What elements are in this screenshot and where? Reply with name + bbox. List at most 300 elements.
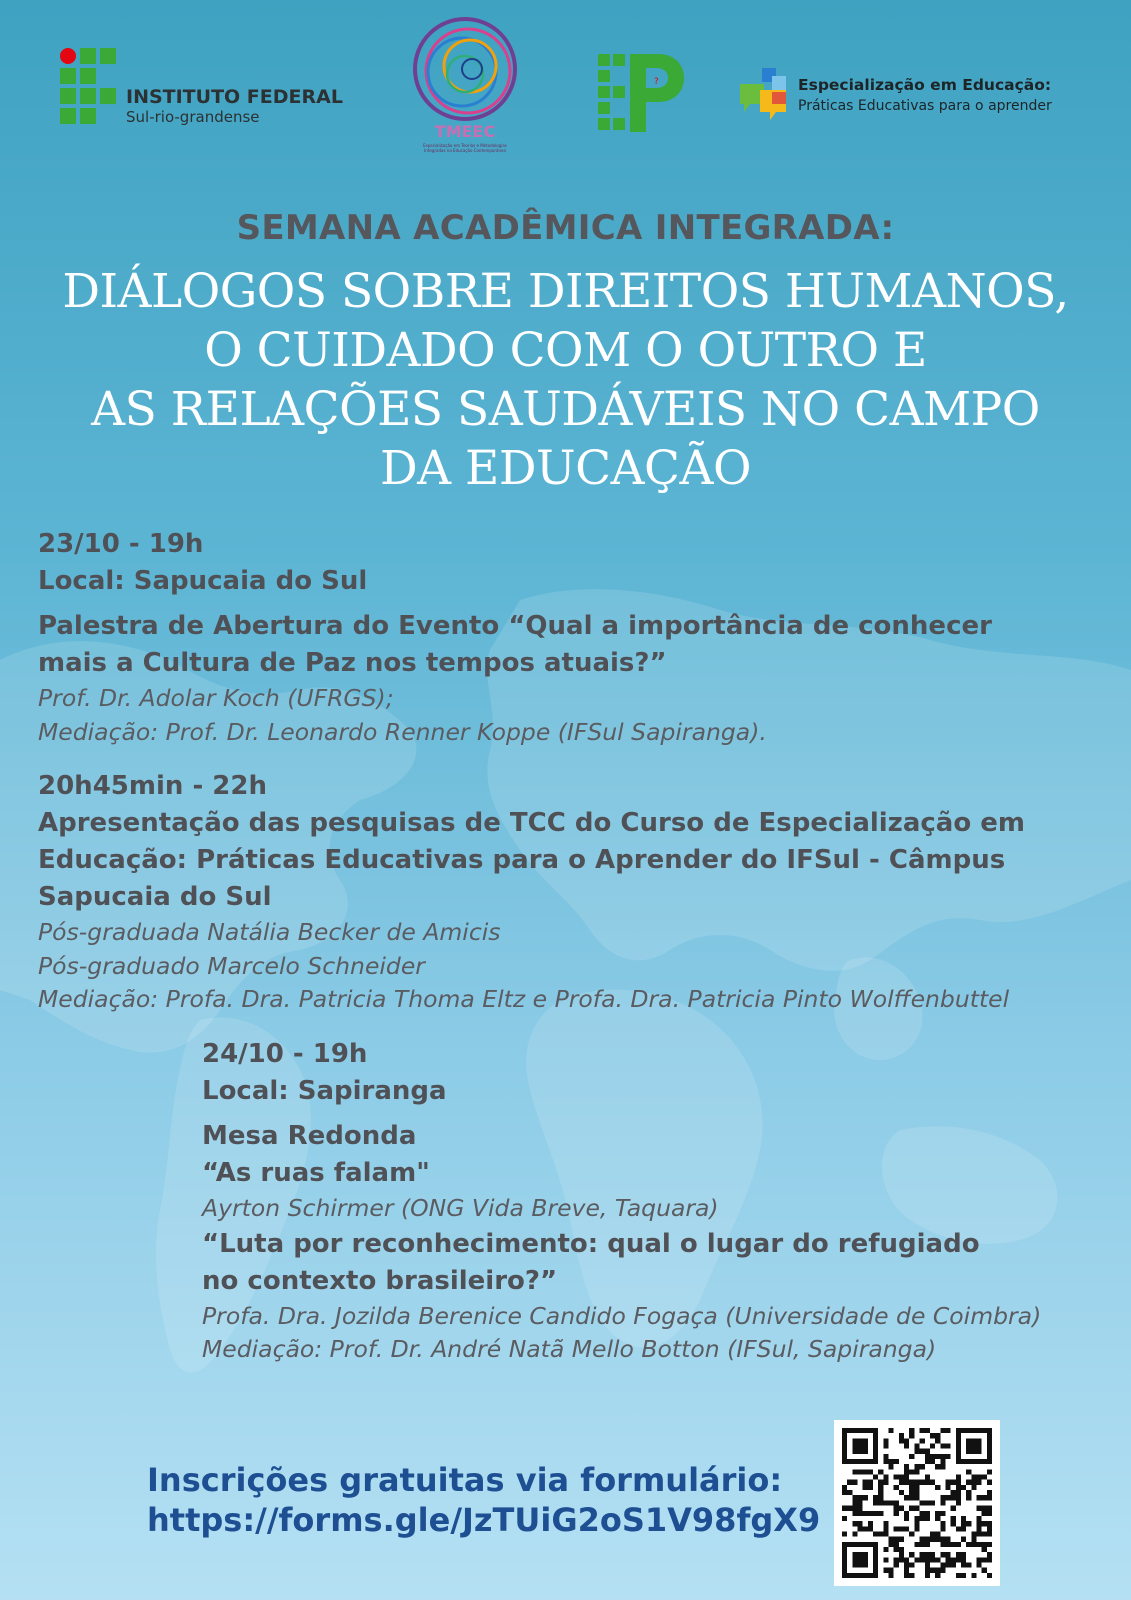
qr-module <box>935 1573 940 1578</box>
qr-module <box>951 1521 956 1526</box>
qr-module <box>935 1454 940 1459</box>
qr-module <box>961 1573 966 1578</box>
qr-module <box>976 1521 981 1526</box>
qr-module <box>904 1511 909 1516</box>
qr-module <box>940 1526 945 1531</box>
qr-module <box>976 1444 981 1449</box>
qr-module <box>925 1573 930 1578</box>
qr-module <box>873 1495 878 1500</box>
qr-module <box>956 1475 961 1480</box>
qr-module <box>961 1557 966 1562</box>
qr-module <box>873 1562 878 1567</box>
qr-module <box>925 1459 930 1464</box>
qr-module <box>852 1573 857 1578</box>
day2-block <box>202 1036 1041 1367</box>
day1b-datetime: 20h45min - 22h <box>38 771 267 801</box>
qr-module <box>842 1531 847 1536</box>
qr-module <box>925 1542 930 1547</box>
qr-module <box>987 1459 992 1464</box>
qr-module <box>883 1557 888 1562</box>
qr-module <box>899 1506 904 1511</box>
qr-module <box>966 1459 971 1464</box>
qr-module <box>982 1547 987 1552</box>
qr-module <box>863 1428 868 1433</box>
qr-module <box>914 1516 919 1521</box>
qr-module <box>940 1537 945 1542</box>
qr-module <box>956 1552 961 1557</box>
qr-module <box>883 1568 888 1573</box>
qr-module <box>909 1552 914 1557</box>
qr-module <box>920 1542 925 1547</box>
qr-module <box>945 1485 950 1490</box>
qr-module <box>863 1485 868 1490</box>
qr-module <box>940 1542 945 1547</box>
qr-module <box>889 1568 894 1573</box>
qr-module <box>925 1568 930 1573</box>
qr-module <box>956 1459 961 1464</box>
qr-module <box>925 1500 930 1505</box>
tmeec-rings-icon <box>410 14 520 124</box>
qr-module <box>894 1475 899 1480</box>
qr-module <box>930 1433 935 1438</box>
qr-module <box>852 1495 857 1500</box>
qr-module <box>847 1490 852 1495</box>
qr-code[interactable] <box>834 1420 1000 1586</box>
qr-module <box>961 1428 966 1433</box>
qr-module <box>878 1531 883 1536</box>
qr-module <box>945 1444 950 1449</box>
qr-module <box>858 1495 863 1500</box>
qr-module <box>945 1428 950 1433</box>
qr-module <box>987 1511 992 1516</box>
qr-module <box>883 1526 888 1531</box>
qr-module <box>842 1552 847 1557</box>
day1b-speaker: Pós-graduado Marcelo Schneider <box>38 951 425 980</box>
event-title-line: DA EDUCAÇÃO <box>379 441 751 496</box>
qr-module <box>873 1444 878 1449</box>
qr-module <box>873 1511 878 1516</box>
qr-module <box>904 1464 909 1469</box>
qr-module <box>852 1444 857 1449</box>
qr-module <box>961 1552 966 1557</box>
day1b-talk-title: Educação: Práticas Educativas para o Aprender do IFSul - Câmpus <box>38 845 1006 875</box>
qr-module <box>858 1511 863 1516</box>
qr-module <box>842 1449 847 1454</box>
day2-talk2: “Luta por reconhecimento: qual o lugar do refugiado <box>202 1228 980 1259</box>
qr-module <box>971 1449 976 1454</box>
qr-module <box>873 1500 878 1505</box>
speech-bubbles-icon <box>740 68 792 120</box>
qr-module <box>971 1573 976 1578</box>
qr-module <box>956 1485 961 1490</box>
qr-module <box>971 1480 976 1485</box>
qr-module <box>966 1469 971 1474</box>
qr-module <box>863 1511 868 1516</box>
qr-module <box>863 1495 868 1500</box>
qr-module <box>920 1480 925 1485</box>
qr-module <box>966 1449 971 1454</box>
qr-module <box>878 1485 883 1490</box>
qr-module <box>914 1444 919 1449</box>
qr-module <box>873 1428 878 1433</box>
qr-module <box>914 1495 919 1500</box>
qr-module <box>873 1454 878 1459</box>
qr-module <box>899 1490 904 1495</box>
qr-module <box>966 1542 971 1547</box>
qr-module <box>966 1428 971 1433</box>
qr-module <box>987 1469 992 1474</box>
qr-module <box>920 1500 925 1505</box>
qr-module <box>894 1485 899 1490</box>
qr-module <box>842 1542 847 1547</box>
day2-location: Local: Sapiranga <box>202 1076 447 1106</box>
qr-module <box>904 1562 909 1567</box>
day1-block <box>38 526 992 749</box>
registration-block <box>147 1460 820 1540</box>
qr-module <box>961 1459 966 1464</box>
qr-module <box>945 1537 950 1542</box>
qr-module <box>940 1521 945 1526</box>
qr-module <box>982 1568 987 1573</box>
qr-module <box>976 1516 981 1521</box>
qr-module <box>883 1444 888 1449</box>
qr-module <box>842 1516 847 1521</box>
qr-module <box>852 1438 857 1443</box>
qr-module <box>935 1557 940 1562</box>
qr-module <box>966 1444 971 1449</box>
qr-module <box>863 1459 868 1464</box>
day1-datetime: 23/10 - 19h <box>38 529 204 559</box>
qr-module <box>842 1428 847 1433</box>
qr-module <box>899 1526 904 1531</box>
qr-module <box>966 1480 971 1485</box>
qr-module <box>878 1469 883 1474</box>
qr-module <box>858 1562 863 1567</box>
day2-mediator: Mediação: Prof. Dr. André Natã Mello Botton (IFSul, Sapiranga) <box>202 1335 937 1363</box>
esp-logo-title: Especialização em Educação: <box>798 76 1052 94</box>
qr-module <box>956 1480 961 1485</box>
qr-module <box>925 1552 930 1557</box>
qr-module <box>858 1438 863 1443</box>
qr-module <box>935 1568 940 1573</box>
qr-module <box>925 1449 930 1454</box>
qr-module <box>956 1433 961 1438</box>
qr-module <box>852 1480 857 1485</box>
qr-module <box>935 1537 940 1542</box>
qr-module <box>956 1495 961 1500</box>
qr-module <box>971 1475 976 1480</box>
qr-module <box>904 1573 909 1578</box>
qr-module <box>971 1459 976 1464</box>
qr-module <box>858 1542 863 1547</box>
qr-module <box>914 1469 919 1474</box>
qr-module <box>883 1454 888 1459</box>
qr-module <box>883 1500 888 1505</box>
qr-module <box>852 1449 857 1454</box>
qr-module <box>930 1537 935 1542</box>
qr-module <box>899 1547 904 1552</box>
qr-module <box>945 1557 950 1562</box>
qr-module <box>904 1438 909 1443</box>
qr-module <box>894 1459 899 1464</box>
day2-talk2: no contexto brasileiro?” <box>202 1265 558 1296</box>
qr-module <box>873 1542 878 1547</box>
qr-module <box>940 1500 945 1505</box>
qr-module <box>920 1428 925 1433</box>
qr-module <box>930 1531 935 1536</box>
qr-module <box>863 1438 868 1443</box>
qr-module <box>863 1562 868 1567</box>
qr-module <box>987 1444 992 1449</box>
qr-module <box>951 1495 956 1500</box>
day1-mediator: Mediação: Prof. Dr. Leonardo Renner Koppe (IFSul Sapiranga). <box>38 717 767 746</box>
qr-module <box>852 1459 857 1464</box>
qr-module <box>858 1444 863 1449</box>
qr-module <box>951 1480 956 1485</box>
day2-session: Mesa Redonda <box>202 1121 417 1151</box>
tmeec-logo-label: TMEEC <box>434 122 496 141</box>
if-logo-sub: Sul-rio-grandense <box>126 108 260 126</box>
qr-module <box>889 1500 894 1505</box>
qr-module <box>873 1433 878 1438</box>
qr-module <box>925 1475 930 1480</box>
qr-module <box>904 1469 909 1474</box>
qr-module <box>894 1542 899 1547</box>
day1-location: Local: Sapucaia do Sul <box>38 566 368 596</box>
day1-talk-title: mais a Cultura de Paz nos tempos atuais?” <box>38 648 667 678</box>
qr-module <box>920 1511 925 1516</box>
qr-module <box>971 1537 976 1542</box>
qr-module <box>935 1531 940 1536</box>
qr-module <box>982 1475 987 1480</box>
qr-module <box>852 1506 857 1511</box>
qr-module <box>894 1547 899 1552</box>
qr-module <box>899 1557 904 1562</box>
qr-module <box>878 1500 883 1505</box>
qr-module <box>852 1542 857 1547</box>
day1-speaker: Prof. Dr. Adolar Koch (UFRGS); <box>38 684 394 712</box>
qr-module <box>873 1573 878 1578</box>
day1-talk-title: Palestra de Abertura do Evento “Qual a importância de conhecer <box>38 611 992 641</box>
qr-module <box>878 1511 883 1516</box>
qr-module <box>971 1531 976 1536</box>
qr-module <box>858 1506 863 1511</box>
qr-module <box>894 1557 899 1562</box>
qr-module <box>873 1459 878 1464</box>
qr-module <box>899 1480 904 1485</box>
qr-module <box>904 1516 909 1521</box>
qr-module <box>847 1506 852 1511</box>
qr-module <box>976 1506 981 1511</box>
qr-module <box>868 1459 873 1464</box>
qr-module <box>847 1542 852 1547</box>
qr-module <box>858 1526 863 1531</box>
qr-module <box>914 1449 919 1454</box>
qr-module <box>982 1459 987 1464</box>
qr-module <box>930 1480 935 1485</box>
qr-module <box>858 1573 863 1578</box>
qr-module <box>858 1521 863 1526</box>
qr-module <box>894 1537 899 1542</box>
qr-module <box>852 1552 857 1557</box>
qr-module <box>987 1552 992 1557</box>
qr-module <box>894 1500 899 1505</box>
qr-module <box>976 1562 981 1567</box>
registration-text: Inscrições gratuitas via formulário: <box>147 1461 783 1499</box>
qr-module <box>873 1475 878 1480</box>
qr-module <box>889 1428 894 1433</box>
qr-module <box>914 1464 919 1469</box>
qr-module <box>904 1444 909 1449</box>
qr-module <box>956 1449 961 1454</box>
qr-module <box>883 1459 888 1464</box>
qr-module <box>956 1542 961 1547</box>
qr-module <box>966 1521 971 1526</box>
if-logo-name: INSTITUTO FEDERAL <box>126 86 343 108</box>
qr-module <box>914 1542 919 1547</box>
qr-module <box>899 1475 904 1480</box>
qr-module <box>987 1495 992 1500</box>
qr-module <box>920 1537 925 1542</box>
qr-module <box>909 1469 914 1474</box>
qr-module <box>858 1557 863 1562</box>
event-title-line: AS RELAÇÕES SAUDÁVEIS NO CAMPO <box>91 382 1040 437</box>
qr-module <box>982 1531 987 1536</box>
qr-module <box>878 1495 883 1500</box>
qr-module <box>930 1552 935 1557</box>
qr-module <box>987 1480 992 1485</box>
qr-module <box>945 1495 950 1500</box>
qr-module <box>899 1433 904 1438</box>
day2-talk1-speaker: Ayrton Schirmer (ONG Vida Breve, Taquara) <box>202 1194 719 1222</box>
qr-module <box>961 1562 966 1567</box>
qr-module <box>971 1485 976 1490</box>
qr-module <box>987 1506 992 1511</box>
qr-module <box>842 1506 847 1511</box>
qr-module <box>987 1428 992 1433</box>
qr-module <box>920 1449 925 1454</box>
qr-module <box>920 1516 925 1521</box>
qr-module <box>987 1573 992 1578</box>
qr-module <box>976 1428 981 1433</box>
qr-module <box>987 1557 992 1562</box>
qr-module <box>925 1428 930 1433</box>
qr-module <box>935 1511 940 1516</box>
qr-module <box>899 1438 904 1443</box>
qr-module <box>971 1444 976 1449</box>
qr-module <box>961 1485 966 1490</box>
qr-module <box>909 1506 914 1511</box>
day1b-block <box>38 768 1025 1017</box>
qr-module <box>940 1568 945 1573</box>
qr-module <box>842 1573 847 1578</box>
qr-module <box>987 1438 992 1443</box>
esp-logo-sub: Práticas Educativas para o aprender <box>798 98 1052 114</box>
qr-module <box>852 1500 857 1505</box>
qr-module <box>889 1542 894 1547</box>
qr-module <box>961 1521 966 1526</box>
qr-module <box>940 1552 945 1557</box>
qr-module <box>873 1438 878 1443</box>
qr-module <box>935 1438 940 1443</box>
qr-module <box>987 1521 992 1526</box>
qr-module <box>863 1444 868 1449</box>
registration-link[interactable]: https://forms.gle/JzTUiG2oS1V98fgX9 <box>147 1501 821 1539</box>
qr-module <box>971 1428 976 1433</box>
qr-module <box>982 1557 987 1562</box>
qr-module <box>935 1464 940 1469</box>
qr-module <box>976 1449 981 1454</box>
qr-module <box>987 1449 992 1454</box>
qr-module <box>925 1516 930 1521</box>
qr-module <box>873 1557 878 1562</box>
qr-module <box>847 1480 852 1485</box>
qr-module <box>930 1459 935 1464</box>
qr-module <box>914 1480 919 1485</box>
qr-module <box>914 1557 919 1562</box>
svg-text:?: ? <box>654 77 659 87</box>
qr-module <box>863 1469 868 1474</box>
qr-module <box>842 1438 847 1443</box>
qr-module <box>951 1542 956 1547</box>
qr-module <box>982 1506 987 1511</box>
qr-module <box>899 1537 904 1542</box>
qr-module <box>951 1557 956 1562</box>
qr-module <box>909 1531 914 1536</box>
qr-module <box>982 1511 987 1516</box>
ep-logo-icon <box>598 54 684 132</box>
qr-module <box>858 1459 863 1464</box>
qr-module <box>940 1464 945 1469</box>
qr-module <box>868 1521 873 1526</box>
qr-module <box>858 1552 863 1557</box>
qr-module <box>894 1511 899 1516</box>
day2-datetime: 24/10 - 19h <box>202 1039 368 1069</box>
qr-module <box>863 1573 868 1578</box>
qr-module <box>863 1552 868 1557</box>
day2-talk1: “As ruas falam" <box>202 1158 430 1188</box>
qr-module <box>852 1511 857 1516</box>
qr-module <box>868 1573 873 1578</box>
qr-module <box>852 1521 857 1526</box>
qr-module <box>987 1490 992 1495</box>
qr-module <box>909 1454 914 1459</box>
qr-module <box>935 1433 940 1438</box>
qr-module <box>914 1506 919 1511</box>
qr-module <box>904 1526 909 1531</box>
qr-module <box>956 1428 961 1433</box>
qr-module <box>951 1490 956 1495</box>
qr-module <box>863 1526 868 1531</box>
qr-module <box>961 1526 966 1531</box>
event-kicker: SEMANA ACADÊMICA INTEGRADA: <box>236 208 895 248</box>
qr-module <box>858 1449 863 1454</box>
qr-module <box>873 1547 878 1552</box>
qr-module <box>904 1495 909 1500</box>
qr-module <box>909 1433 914 1438</box>
qr-module <box>945 1480 950 1485</box>
qr-module <box>842 1557 847 1562</box>
qr-module <box>987 1454 992 1459</box>
qr-module <box>899 1552 904 1557</box>
qr-module <box>940 1454 945 1459</box>
qr-module <box>868 1511 873 1516</box>
qr-module <box>894 1562 899 1567</box>
qr-module <box>883 1521 888 1526</box>
qr-module <box>920 1557 925 1562</box>
qr-module <box>868 1480 873 1485</box>
qr-module <box>909 1573 914 1578</box>
